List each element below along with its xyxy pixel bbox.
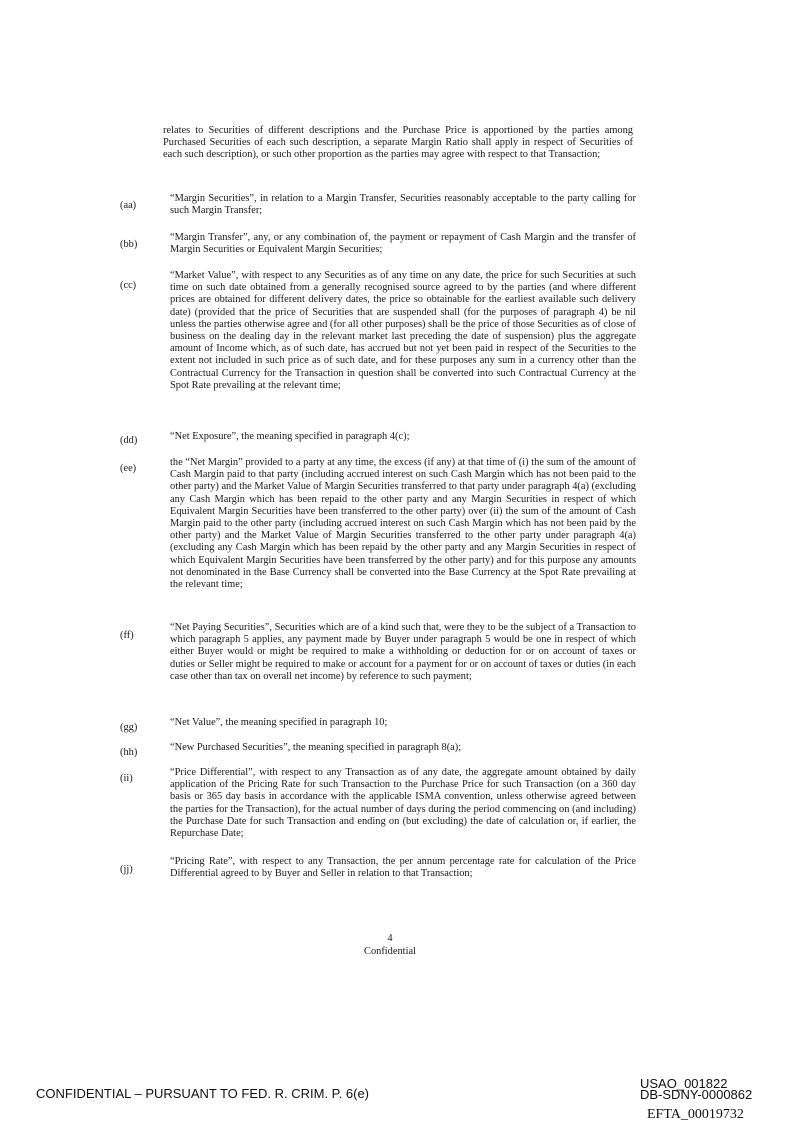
definition-text: “Net Value”, the meaning specified in paragraph 10; [170,717,388,728]
intro-paragraph: relates to Securities of different descriptions and the Purchase Price is apportioned by the parties among Purchased Securities of each such description, a separate Margin Ratio shall apply in respect of Securities of each such description), or such other proportion as the parties may agree with respect to that Transaction; [163,125,633,161]
definition-label: (aa) [120,200,137,211]
definition-label: (bb) [120,239,138,250]
definition-text: “Net Exposure”, the meaning specified in paragraph 4(c); [170,431,410,442]
definition-text: the “Net Margin” provided to a party at any time, the excess (if any) at that time of (i) the sum of the amount of Cash Margin paid to that party (including accrued interest on such Cash Margin which has not been paid to the other party) and the Market Value of Margin Securities transferred to that party under paragraph 4(a) (excluding any Cash Margin which has been repaid to the other party and any Margin Securities in respect of which Equivalent Margin Securities have been transferred to the other party) over (ii) the sum of the amount of Cash Margin paid to the other party (including accrued interest on such Cash Margin which has not been paid by the other party) and the Market Value of Margin Securities transferred to the other party under paragraph 4(a) (excluding any Cash Margin which has been repaid by the other party and any Margin Securities in respect of which Equivalent Margin Securities have been transferred by the other party) and for this purpose any amounts not denominated in the Base Currency shall be converted into the Base Currency at the Spot Rate prevailing at the relevant time; [170,457,636,591]
definition-label: (dd) [120,435,138,446]
definition-label: (hh) [120,747,138,758]
definition-text: “Pricing Rate”, with respect to any Transaction, the per annum percentage rate for calculation of the Price Differential agreed to by Buyer and Seller in relation to that Transaction; [170,856,636,880]
definition-text: “Margin Transfer”, any, or any combination of, the payment or repayment of Cash Margin and the transfer of Margin Securities or Equivalent Margin Securities; [170,232,636,256]
definition-label: (cc) [120,280,137,291]
db-sdny-bates-stamp: DB-SDNY-0000862 [640,1087,753,1102]
definition-text: “Margin Securities”, in relation to a Margin Transfer, Securities reasonably acceptable to the party calling for such Margin Transfer; [170,193,636,217]
definition-label: (jj) [120,864,133,875]
definition-label: (ee) [120,463,137,474]
footer-confidential: Confidential [364,946,416,957]
definition-text: “Price Differential”, with respect to any Transaction as of any date, the aggregate amount obtained by daily application of the Pricing Rate for such Transaction to the Purchase Price for such Transaction (on a 360 day basis or 365 day basis in accordance with the applicable ISMA convention, unless otherwise agreed between the parties for the Transaction), for the actual number of days during the period commencing on (and including) the Purchase Date for such Transaction and ending on (but excluding) the date of calculation or, if earlier, the Repurchase Date; [170,767,636,840]
definition-label: (ff) [120,630,134,641]
usao-bates-stamp: USAO_001822 [640,1076,728,1091]
page-number: 4 [387,933,393,944]
definition-label: (gg) [120,722,138,733]
definition-text: “New Purchased Securities”, the meaning specified in paragraph 8(a); [170,742,462,753]
legal-notice-stamp: CONFIDENTIAL – PURSUANT TO FED. R. CRIM. P. 6(e) [36,1086,370,1101]
definition-text: “Market Value”, with respect to any Securities as of any time on any date, the price for such Securities at such time on such date obtained from a generally recognised source agreed to by the parties (and where different prices are obtained for different delivery dates, the price so obtainable for the earliest available such delivery date) (provided that the price of Securities that are suspended shall (for the purposes of paragraph 4) be nil unless the parties otherwise agree and (for all other purposes) shall be the price of those Securities as of close of business on the dealing day in the relevant market last preceding the date of suspension) plus the aggregate amount of Income which, as of such date, has accrued but not yet been paid in respect of the Securities to the extent not included in such price as of such date, and for these purposes any sum in a currency other than the Contractual Currency for the Transaction in question shall be converted into such Contractual Currency at the Spot Rate prevailing at the relevant time; [170,270,636,391]
efta-bates-stamp: EFTA_00019732 [647,1107,744,1122]
definition-label: (ii) [120,773,133,784]
definition-text: “Net Paying Securities”, Securities which are of a kind such that, were they to be the subject of a Transaction to which paragraph 5 applies, any payment made by Buyer under paragraph 5 would be one in respect of which either Buyer would or might be required to make a withholding or deduction for or on account of taxes or duties or Seller might be required to make or account for a payment for or on account of taxes or duties (in each case other than tax on overall net income) by reference to such payment; [170,622,636,682]
